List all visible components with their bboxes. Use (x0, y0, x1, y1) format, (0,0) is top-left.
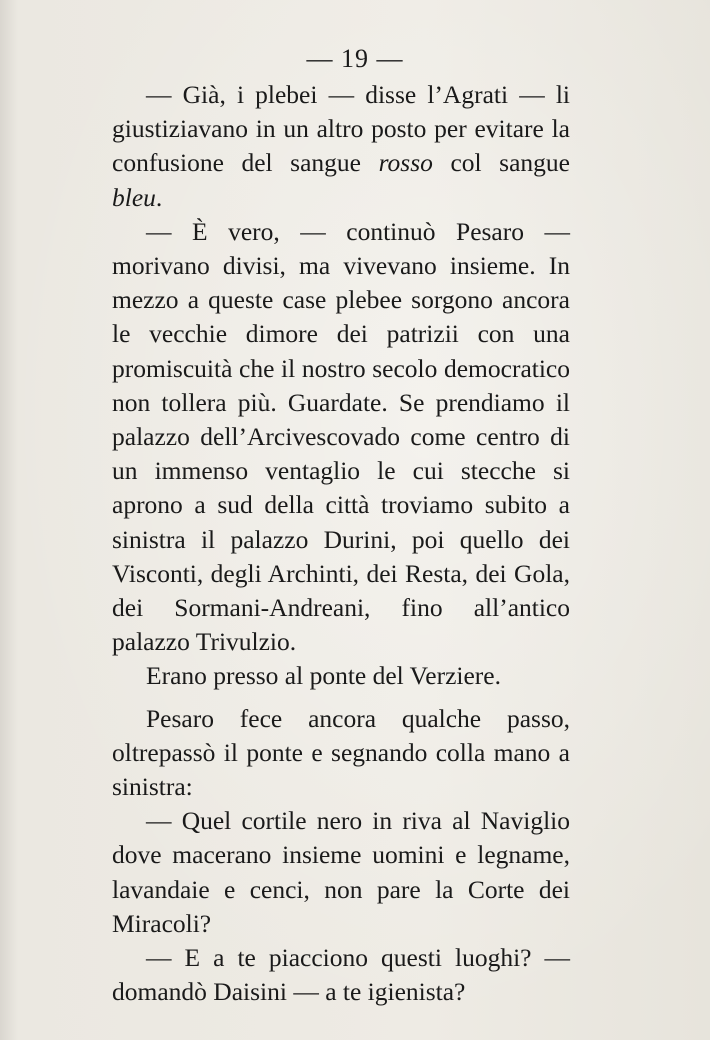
text-segment: — Quel cortile nero in riva al Naviglio dove macerano insieme uomini e legname, lavandaie e cenci, non pare la Corte dei Miracoli? (112, 806, 570, 938)
page-number: — 19 — (306, 44, 404, 73)
paragraph (112, 941, 570, 1009)
text-segment: — È vero, — continuò Pesaro — morivano divisi, ma vivevano insieme. In mezzo a queste case plebee sorgono ancora le vecchie dimore dei patrizii con una promiscuità che il nostro secolo democratico non tollera più. Guardate. Se prendiamo il palazzo dell’Arcivescovado come centro di un immenso ventaglio le cui stecche si aprono a sud della città troviamo subito a sinistra il palazzo Durini, poi quello dei Visconti, degli Archinti, dei Resta, dei Gola, dei Sormani-Andreani, fino all’antico palazzo Trivulzio. (112, 216, 570, 657)
text-segment: Erano presso al ponte del Verziere. (146, 661, 501, 691)
text-segment: Pesaro fece ancora qualche passo, oltrepassò il ponte e segnando colla mano a sinistra: (112, 703, 570, 802)
body-text (112, 78, 570, 1009)
italic-text: rosso (378, 148, 433, 178)
text-segment: — Già, i plebei — disse l’Agrati — li giustiziavano in un altro posto per evitare la confusione del sangue (112, 80, 570, 178)
italic-text: bleu (112, 182, 156, 212)
text-segment: — E a te piacciono questi luoghi? — domandò Daisini — a te igienista? (112, 943, 570, 1007)
paragraph (112, 659, 570, 693)
paragraph (112, 702, 570, 805)
text-segment: . (155, 182, 163, 212)
paragraph (112, 215, 570, 660)
paragraph (112, 804, 570, 941)
text-segment: col sangue (432, 148, 570, 178)
paragraph (112, 78, 570, 215)
